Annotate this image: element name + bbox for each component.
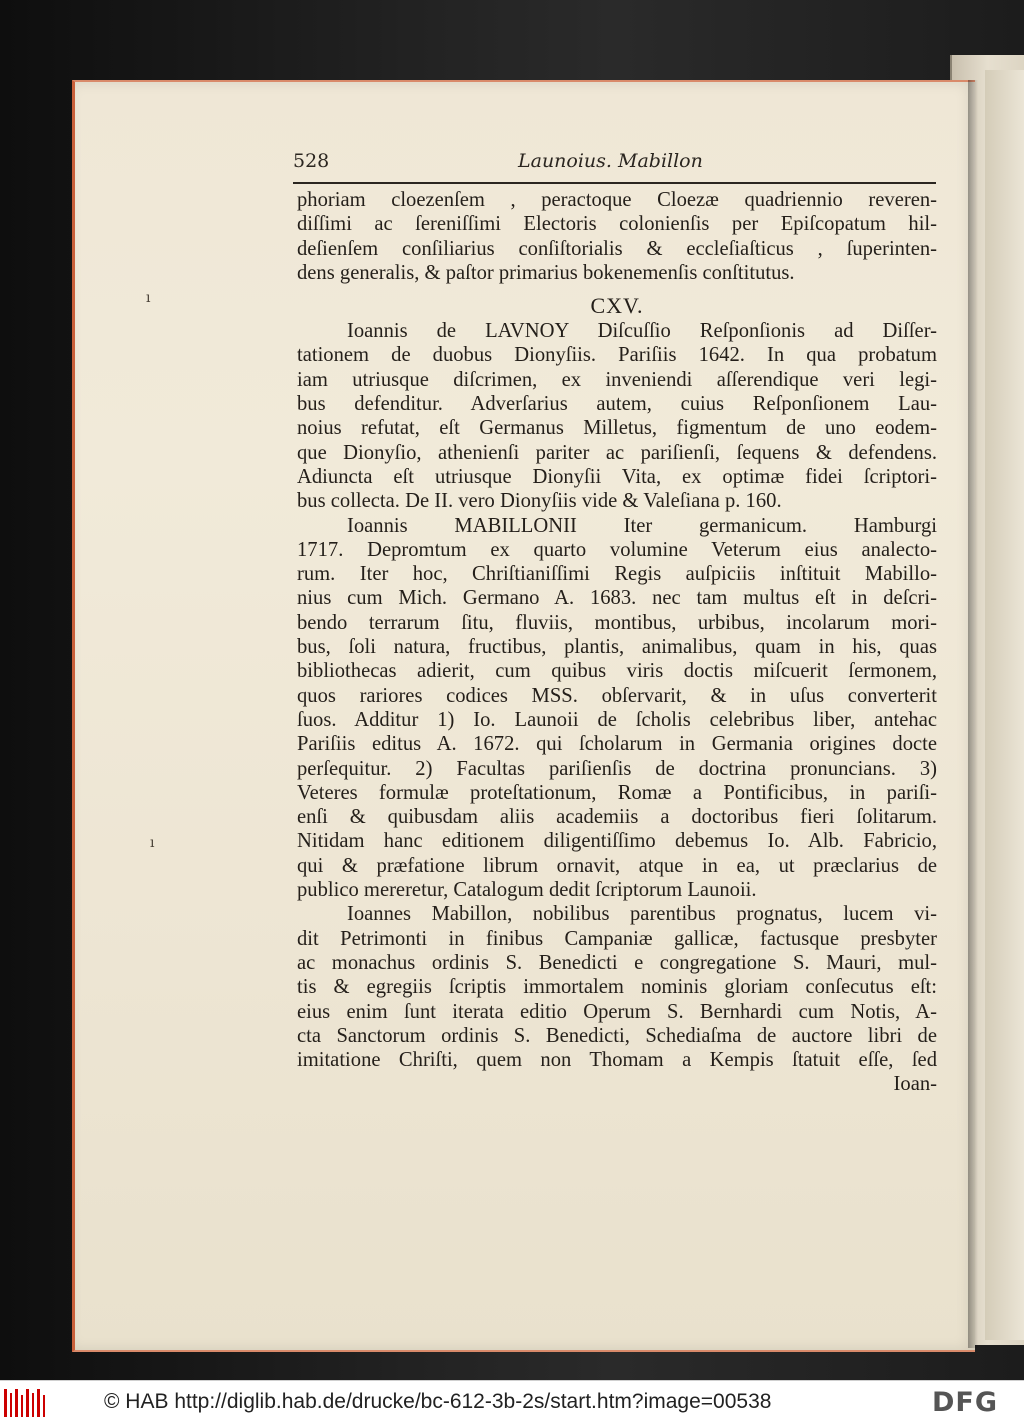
text-line: deſienſem conſiliarius conſiſtorialis & eccleſiaſticus , ſuperinten- [297, 237, 937, 260]
text-line: ſuos. Additur 1) Io. Launoii de ſcholis celebribus liber, antehac [297, 708, 937, 731]
text-line: qui & præfatione librum ornavit, atque in ea, ut præclarius de [297, 854, 937, 877]
text-line: Ioannes Mabillon, nobilibus parentibus prognatus, lucem vi- [347, 903, 937, 926]
margin-tick-mark: ı [150, 835, 155, 851]
text-line: noius refutat, eſt Germanus Milletus, figmentum de uno eodem- [297, 417, 937, 440]
margin-tick-mark: ı [146, 290, 151, 306]
text-line: ac monachus ordinis S. Benedicti e congregatione S. Mauri, mul- [297, 951, 937, 974]
header-rule [293, 182, 936, 184]
text-line: Adiuncta eſt utriusque Dionyſii Vita, ex optimæ fidei ſcriptori- [297, 465, 937, 488]
text-line: Pariſiis editus A. 1672. qui ſcholarum in Germania origines docte [297, 733, 937, 756]
text-line: bendo terrarum ſitu, fluviis, montibus, urbibus, incolarum mori- [297, 611, 937, 634]
text-line: nius cum Mich. Germano A. 1683. nec tam multus eſt in deſcri- [297, 587, 937, 610]
text-line: quos rariores codices MSS. obſervarit, & in uſus converterit [297, 684, 937, 707]
text-line: rum. Iter hoc, Chriſtianiſſimi Regis auſpiciis inſtituit Mabillo- [297, 563, 937, 586]
paragraph-continuation [297, 188, 937, 285]
text-line: bus, ſoli natura, fructibus, plantis, animalibus, quam in his, quas [297, 636, 937, 659]
running-head: Launoius. Mabillon [518, 150, 703, 172]
text-line: eius enim ſunt iterata editio Operum S. Bernhardi cum Notis, A- [297, 1000, 937, 1023]
section-title: CXV. [590, 293, 644, 319]
text-line: diſſimi ac ſereniſſimi Electoris colonienſis per Epiſcopatum hil- [297, 213, 937, 236]
text-line: dens generalis, & paſtor primarius bokenemenſis conſtitutus. [297, 261, 795, 284]
catchword: Ioan- [893, 1073, 937, 1096]
text-line: perſequitur. 2) Facultas pariſienſis de doctrina pronuncians. 3) [297, 757, 937, 780]
text-line: Ioannis MABILLONII Iter germanicum. Hamburgi [347, 514, 937, 537]
text-line: que Dionyſio, athenienſi pariter ac pariſienſi, ſequens & defendens. [297, 441, 937, 464]
paragraph-mabillon-bio [297, 902, 937, 1096]
text-line: imitatione Chriſti, quem non Thomam a Kempis ſtatuit eſſe, ſed [297, 1049, 937, 1072]
paragraph-launoy [297, 319, 937, 513]
dfg-logo: DFG [932, 1387, 999, 1418]
text-line: Veteres formulæ proteſtationum, Romæ a Pontificibus, in pariſi- [297, 781, 937, 804]
text-line: bibliothecas adierit, cum quibus viris doctis miſcuerit ſermonem, [297, 660, 937, 683]
text-line: phoriam cloezenſem , peractoque Cloezæ quadriennio reveren- [297, 189, 937, 211]
text-line: Ioannis de LAVNOY Diſcuſſio Reſponſionis ad Diſſer- [347, 320, 937, 343]
text-line: enſi & quibusdam aliis academiis a doctoribus fieri ſolitarum. [297, 806, 937, 829]
copyright-url[interactable]: © HAB http://diglib.hab.de/drucke/bc-612-3b-2s/start.htm?image=00538 [104, 1390, 772, 1413]
page-body [297, 188, 937, 1097]
text-line: bus defenditur. Adverſarius autem, cuius Reſponſionem Lau- [297, 393, 937, 416]
text-line: bus collecta. De II. vero Dionyſiis vide & Valeſiana p. 160. [297, 490, 782, 513]
text-line: dit Petrimonti in finibus Campaniæ gallicæ, factusque presbyter [297, 927, 937, 950]
text-line: 1717. Depromtum ex quarto volumine Veterum eius analecto- [297, 538, 937, 561]
footer-bar [0, 1380, 1024, 1425]
page-header [293, 150, 933, 178]
next-page-strip [985, 70, 1024, 1340]
paragraph-mabillon-iter [297, 514, 937, 903]
gutter-shadow [968, 80, 978, 1348]
text-line: publico mereretur, Catalogum dedit ſcriptorum Launoii. [297, 879, 757, 902]
page-number: 528 [293, 150, 330, 172]
text-line: cta Sanctorum ordinis S. Benedicti, Schediaſma de auctore libri de [297, 1024, 937, 1047]
text-line: tationem de duobus Dionyſiis. Pariſiis 1642. In qua probatum [297, 344, 937, 367]
barcode-icon [4, 1389, 46, 1417]
text-line: iam utriusque diſcrimen, ex inveniendi aſſerendique veri legi- [297, 368, 937, 391]
text-line: tis & egregiis ſcriptis immortalem nominis gloriam conſecutus eſt: [297, 976, 937, 999]
text-line: Nitidam hanc editionem diligentiſſimo debemus Io. Alb. Fabricio, [297, 830, 937, 853]
